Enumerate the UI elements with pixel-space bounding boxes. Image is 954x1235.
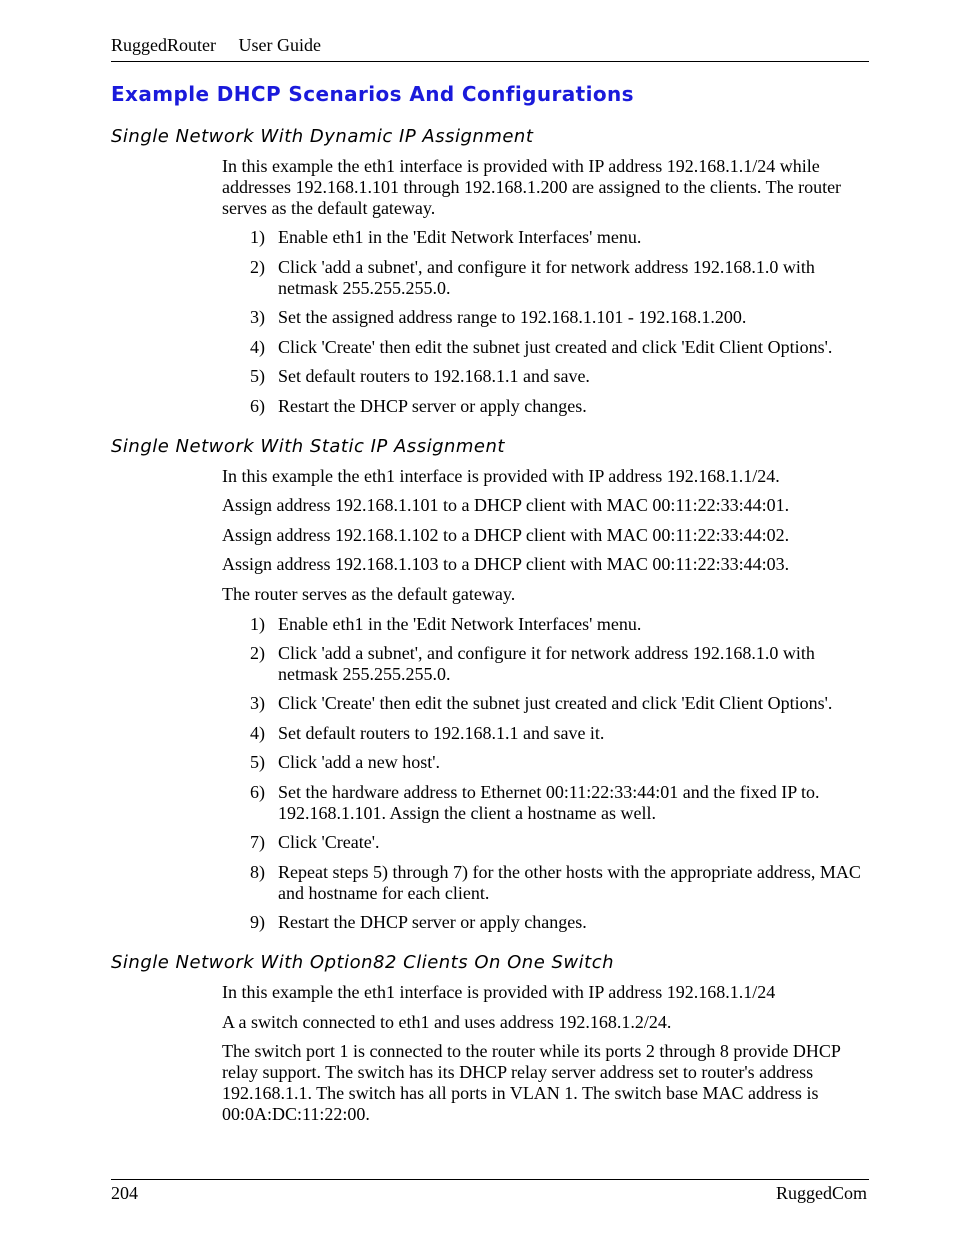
list-item-text: Set the assigned address range to 192.168.1.101 - 192.168.1.200. — [278, 307, 747, 327]
list-item-number: 6) — [250, 782, 265, 802]
list-item-number: 3) — [250, 307, 265, 327]
subsection-title-dynamic: Single Network With Dynamic IP Assignment — [111, 126, 534, 147]
list-item-number: 4) — [250, 723, 265, 743]
section-heading: Example DHCP Scenarios And Configurations — [111, 82, 634, 106]
list-item-text: Click 'Create' then edit the subnet just created and click 'Edit Client Options'. — [278, 693, 833, 713]
list-item-text: Click 'add a new host'. — [278, 752, 440, 772]
subsection-title-static: Single Network With Static IP Assignment — [111, 436, 505, 457]
subsection-title-option82: Single Network With Option82 Clients On One Switch — [111, 952, 615, 973]
list-item-number: 8) — [250, 862, 265, 882]
list-item-number: 6) — [250, 396, 265, 416]
footer-company: RuggedCom — [775, 1183, 867, 1203]
paragraph: In this example the eth1 interface is provided with IP address 192.168.1.1/24 while addresses 192.168.1.101 through 192.168.1.200 are assigned to the clients. The router serves as the default gateway. — [222, 156, 842, 218]
list-item-text: Click 'add a subnet', and configure it for network address 192.168.1.0 with netmask 255.255.255.0. — [278, 257, 815, 298]
paragraph: In this example the eth1 interface is provided with IP address 192.168.1.1/24 — [222, 982, 776, 1002]
list-item-text: Click 'add a subnet', and configure it for network address 192.168.1.0 with netmask 255.255.255.0. — [278, 643, 815, 684]
list-item-text: Enable eth1 in the 'Edit Network Interfaces' menu. — [278, 614, 642, 634]
list-item-text: Set default routers to 192.168.1.1 and save. — [278, 366, 590, 386]
page-number: 204 — [111, 1183, 138, 1203]
list-item-text: Repeat steps 5) through 7) for the other hosts with the appropriate address, MAC and hostname for each client. — [278, 862, 861, 903]
page-header — [111, 35, 869, 62]
paragraph: The switch port 1 is connected to the router while its ports 2 through 8 provide DHCP relay support. The switch has its DHCP relay server address set to router's address 192.168.1.1. The switch has all ports in VLAN 1. The switch base MAC address is 00:0A:DC:11:22:00. — [222, 1041, 841, 1124]
list-item-text: Restart the DHCP server or apply changes. — [278, 912, 587, 932]
list-item-number: 1) — [250, 227, 265, 247]
list-item-number: 2) — [250, 257, 265, 277]
list-item-number: 7) — [250, 832, 265, 852]
paragraph: Assign address 192.168.1.101 to a DHCP client with MAC 00:11:22:33:44:01. — [222, 495, 790, 515]
paragraph: In this example the eth1 interface is provided with IP address 192.168.1.1/24. — [222, 466, 780, 486]
paragraph: Assign address 192.168.1.102 to a DHCP client with MAC 00:11:22:33:44:02. — [222, 525, 790, 545]
list-item-text: Click 'Create' then edit the subnet just created and click 'Edit Client Options'. — [278, 337, 833, 357]
list-item-number: 3) — [250, 693, 265, 713]
page-footer — [111, 1179, 869, 1203]
list-item-text: Enable eth1 in the 'Edit Network Interfaces' menu. — [278, 227, 642, 247]
list-item-text: Set the hardware address to Ethernet 00:11:22:33:44:01 and the fixed IP to. 192.168.1.101. Assign the client a hostname as well. — [278, 782, 820, 823]
list-item-text: Restart the DHCP server or apply changes. — [278, 396, 587, 416]
list-item-text: Set default routers to 192.168.1.1 and save it. — [278, 723, 605, 743]
list-item-text: Click 'Create'. — [278, 832, 380, 852]
paragraph: The router serves as the default gateway. — [222, 584, 516, 604]
list-item-number: 9) — [250, 912, 265, 932]
header-title: RuggedRouter User Guide — [111, 35, 321, 55]
paragraph: A a switch connected to eth1 and uses address 192.168.1.2/24. — [222, 1012, 672, 1032]
list-item-number: 2) — [250, 643, 265, 663]
list-item-number: 4) — [250, 337, 265, 357]
list-item-number: 1) — [250, 614, 265, 634]
paragraph: Assign address 192.168.1.103 to a DHCP client with MAC 00:11:22:33:44:03. — [222, 554, 790, 574]
list-item-number: 5) — [250, 752, 265, 772]
list-item-number: 5) — [250, 366, 265, 386]
